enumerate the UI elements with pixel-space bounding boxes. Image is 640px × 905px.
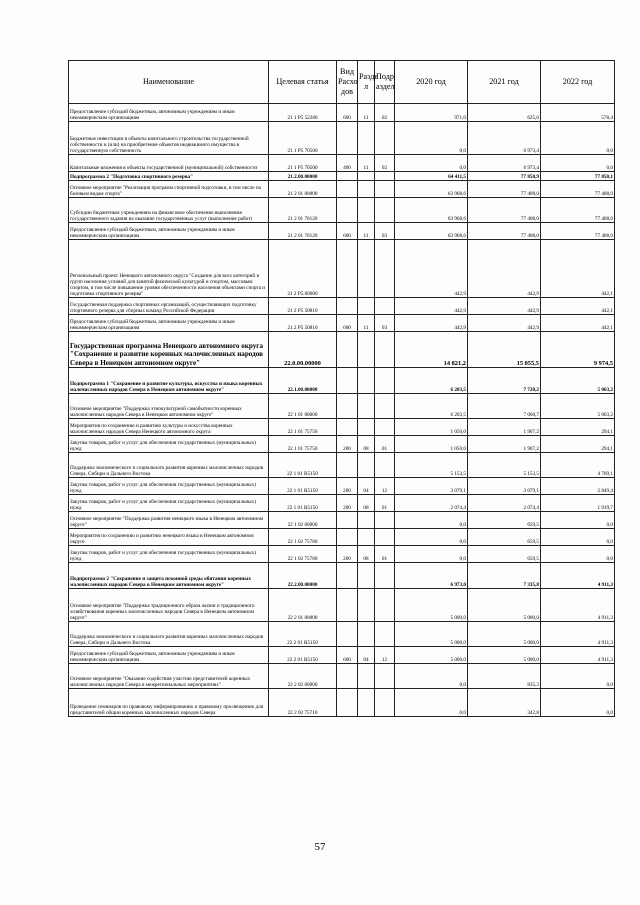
expense-type-cell bbox=[337, 172, 358, 181]
amount-2022-cell: 4 911,3 bbox=[541, 589, 615, 622]
target-article-cell: 22 2 02 75710 bbox=[269, 689, 337, 717]
row-name-cell: Основное мероприятие "Поддержка этнокультурной самобытности коренных малочисленных народов Севера в Ненецком автономном округе" bbox=[69, 394, 269, 419]
section-cell: 11 bbox=[358, 315, 375, 332]
target-article-cell: 22.2.00.00000 bbox=[269, 563, 337, 589]
table-row bbox=[69, 436, 615, 453]
amount-2020-cell: 442,9 bbox=[395, 298, 468, 315]
target-article-cell: 22 1 01 R5150 bbox=[269, 453, 337, 478]
subsection-cell bbox=[375, 394, 395, 419]
row-name-cell: Поддержка экономического и социального развития коренных малочисленных народов Севера, Сибири и Дальнего Востока bbox=[69, 453, 269, 478]
expense-type-cell: 600 bbox=[337, 315, 358, 332]
row-name-cell: Основное мероприятие "Реализация программ спортивной подготовки, в том числе по базовым видам спорта" bbox=[69, 181, 269, 198]
target-article-cell: 22.0.00.00000 bbox=[269, 332, 337, 368]
subsection-cell bbox=[375, 664, 395, 689]
row-name-cell: Предоставление субсидий бюджетным, автономным учреждениям и иным некоммерческим организациям bbox=[69, 104, 269, 122]
amount-2022-cell: 294,1 bbox=[541, 419, 615, 436]
subsection-cell bbox=[375, 563, 395, 589]
section-cell: 08 bbox=[358, 495, 375, 512]
expense-type-cell: 200 bbox=[337, 478, 358, 495]
amount-2022-cell: 2 849,4 bbox=[541, 478, 615, 495]
row-name-cell: Подпрограмма 1 "Сохранение и развитие культуры, искусства и языка коренных малочисленных народов Севера в Ненецком автономном округе" bbox=[69, 368, 269, 394]
section-cell bbox=[358, 664, 375, 689]
amount-2020-cell: 0,0 bbox=[395, 122, 468, 155]
row-name-cell: Предоставление субсидий бюджетным, автономным учреждениям и иным некоммерческим организациям bbox=[69, 315, 269, 332]
subsection-cell: 01 bbox=[375, 495, 395, 512]
subsection-cell bbox=[375, 512, 395, 529]
amount-2020-cell: 5 000,0 bbox=[395, 647, 468, 664]
target-article-cell: 22 1 01 75750 bbox=[269, 419, 337, 436]
expense-type-cell bbox=[337, 368, 358, 394]
expense-type-cell: 400 bbox=[337, 155, 358, 172]
amount-2020-cell: 1 050,0 bbox=[395, 436, 468, 453]
subsection-cell bbox=[375, 122, 395, 155]
page-number: 57 bbox=[314, 841, 326, 853]
row-name-cell: Мероприятия по сохранению и развитию ненецкого языка в Ненецком автономном округе bbox=[69, 529, 269, 546]
amount-2020-cell: 0,0 bbox=[395, 512, 468, 529]
expense-type-cell bbox=[337, 122, 358, 155]
expense-type-cell bbox=[337, 563, 358, 589]
amount-2021-cell: 77 408,0 bbox=[468, 198, 541, 223]
subsection-cell bbox=[375, 368, 395, 394]
expense-type-cell: 200 bbox=[337, 495, 358, 512]
amount-2020-cell: 6 203,5 bbox=[395, 394, 468, 419]
amount-2020-cell: 0,0 bbox=[395, 155, 468, 172]
amount-2020-cell: 63 968,6 bbox=[395, 181, 468, 198]
amount-2021-cell: 77 408,0 bbox=[468, 181, 541, 198]
subsection-cell: 02 bbox=[375, 155, 395, 172]
subsection-cell bbox=[375, 240, 395, 298]
row-name-cell: Предоставление субсидий бюджетным, автономным учреждениям и иным некоммерческим организациям bbox=[69, 647, 269, 664]
table-row bbox=[69, 689, 615, 717]
section-cell: 11 bbox=[358, 104, 375, 122]
amount-2020-cell: 5 153,5 bbox=[395, 453, 468, 478]
section-cell bbox=[358, 122, 375, 155]
amount-2021-cell: 442,9 bbox=[468, 298, 541, 315]
amount-2022-cell: 77 408,0 bbox=[541, 198, 615, 223]
table-row bbox=[69, 622, 615, 647]
target-article-cell: 22 2 01 00000 bbox=[269, 589, 337, 622]
section-cell bbox=[358, 172, 375, 181]
table-row bbox=[69, 453, 615, 478]
table-row bbox=[69, 122, 615, 155]
subsection-cell: 03 bbox=[375, 223, 395, 240]
amount-2020-cell: 0,0 bbox=[395, 664, 468, 689]
amount-2021-cell: 7 060,7 bbox=[468, 394, 541, 419]
amount-2021-cell: 342,8 bbox=[468, 689, 541, 717]
amount-2022-cell: 0,0 bbox=[541, 155, 615, 172]
amount-2022-cell: 1 919,7 bbox=[541, 495, 615, 512]
target-article-cell: 22 1 02 00000 bbox=[269, 512, 337, 529]
row-name-cell: Региональный проект Ненецкого автономного округа "Создание для всех категорий и групп населения условий для занятий физической культурой и спортом, массовым спортом, в том числе повышение уровня обеспеченности населения объектами спорта и подготовка спортивного резерва" bbox=[69, 240, 269, 298]
target-article-cell: 21 2 P5 50810 bbox=[269, 298, 337, 315]
row-name-cell: Подпрограмма 2 "Сохранение и защита исконной среды обитания коренных малочисленных народов Севера в Ненецком автономном округе" bbox=[69, 563, 269, 589]
amount-2021-cell: 442,9 bbox=[468, 240, 541, 298]
amount-2022-cell: 4 769,1 bbox=[541, 453, 615, 478]
expense-type-cell bbox=[337, 419, 358, 436]
table-row bbox=[69, 419, 615, 436]
amount-2020-cell: 442,9 bbox=[395, 240, 468, 298]
expense-type-cell bbox=[337, 394, 358, 419]
target-article-cell: 22 1 01 00000 bbox=[269, 394, 337, 419]
amount-2021-cell: 77 408,0 bbox=[468, 223, 541, 240]
expense-type-cell bbox=[337, 512, 358, 529]
table-row bbox=[69, 315, 615, 332]
amount-2021-cell: 5 000,0 bbox=[468, 589, 541, 622]
table-row bbox=[69, 104, 615, 122]
target-article-cell: 21 2 01 70120 bbox=[269, 198, 337, 223]
section-cell bbox=[358, 589, 375, 622]
subsection-cell: 03 bbox=[375, 315, 395, 332]
amount-2020-cell: 64 411,5 bbox=[395, 172, 468, 181]
row-name-cell: Государственная поддержка спортивных организаций, осуществляющих подготовку спортивного резерва для сборных команд Российской Федерации bbox=[69, 298, 269, 315]
subsection-cell: 12 bbox=[375, 647, 395, 664]
amount-2020-cell: 63 968,6 bbox=[395, 198, 468, 223]
table-row bbox=[69, 546, 615, 563]
header-target-article: Целевая статья bbox=[269, 61, 337, 104]
section-cell bbox=[358, 240, 375, 298]
section-cell bbox=[358, 512, 375, 529]
amount-2022-cell: 294,1 bbox=[541, 436, 615, 453]
section-cell bbox=[358, 332, 375, 368]
expense-type-cell bbox=[337, 198, 358, 223]
header-name: Наименование bbox=[69, 61, 269, 104]
amount-2021-cell: 5 000,0 bbox=[468, 647, 541, 664]
target-article-cell: 21 1 P5 70500 bbox=[269, 122, 337, 155]
row-name-cell: Закупка товаров, работ и услуг для обеспечения государственных (муниципальных) нужд bbox=[69, 546, 269, 563]
amount-2022-cell: 77 850,1 bbox=[541, 172, 615, 181]
table-row bbox=[69, 198, 615, 223]
row-name-cell: Подпрограмма 2 "Подготовка спортивного резерва" bbox=[69, 172, 269, 181]
row-name-cell: Основное мероприятие "Поддержка развития ненецкого языка в Ненецком автономном округе" bbox=[69, 512, 269, 529]
amount-2020-cell: 2 074,4 bbox=[395, 495, 468, 512]
target-article-cell: 21 2 P5 50810 bbox=[269, 315, 337, 332]
row-name-cell: Государственная программа Ненецкого автономного округа "Сохранение и развитие коренных малочисленных народов Севера в Ненецком автономном округе" bbox=[69, 332, 269, 368]
table-row bbox=[69, 368, 615, 394]
amount-2022-cell: 0,0 bbox=[541, 512, 615, 529]
target-article-cell: 22 2 01 R5150 bbox=[269, 622, 337, 647]
expense-type-cell bbox=[337, 589, 358, 622]
subsection-cell bbox=[375, 172, 395, 181]
amount-2021-cell: 1 907,2 bbox=[468, 436, 541, 453]
amount-2020-cell: 3 079,1 bbox=[395, 478, 468, 495]
section-cell bbox=[358, 689, 375, 717]
expense-type-cell: 600 bbox=[337, 104, 358, 122]
amount-2021-cell: 3 079,1 bbox=[468, 478, 541, 495]
row-name-cell: Закупка товаров, работ и услуг для обеспечения государственных (муниципальных) нужд bbox=[69, 478, 269, 495]
amount-2020-cell: 0,0 bbox=[395, 546, 468, 563]
amount-2022-cell: 5 063,2 bbox=[541, 394, 615, 419]
subsection-cell bbox=[375, 181, 395, 198]
row-name-cell: Основное мероприятие "Оказание содействия участию представителей коренных малочисленных народов Севера в межрегиональных мероприятиях" bbox=[69, 664, 269, 689]
amount-2022-cell: 77 408,0 bbox=[541, 181, 615, 198]
table-row bbox=[69, 172, 615, 181]
amount-2021-cell: 659,5 bbox=[468, 546, 541, 563]
amount-2021-cell: 6 973,4 bbox=[468, 122, 541, 155]
header-year-2020: 2020 год bbox=[395, 61, 468, 104]
amount-2021-cell: 1 907,2 bbox=[468, 419, 541, 436]
amount-2022-cell: 4 911,3 bbox=[541, 622, 615, 647]
expense-type-cell bbox=[337, 332, 358, 368]
target-article-cell: 22 1 01 R5150 bbox=[269, 478, 337, 495]
subsection-cell bbox=[375, 689, 395, 717]
target-article-cell: 21 2 01 70120 bbox=[269, 223, 337, 240]
amount-2020-cell: 5 000,0 bbox=[395, 622, 468, 647]
subsection-cell bbox=[375, 453, 395, 478]
row-name-cell: Капитальные вложения в объекты государственной (муниципальной) собственности bbox=[69, 155, 269, 172]
subsection-cell bbox=[375, 622, 395, 647]
target-article-cell: 21.2.00.00000 bbox=[269, 172, 337, 181]
target-article-cell: 22 1 01 75750 bbox=[269, 436, 337, 453]
section-cell: 08 bbox=[358, 436, 375, 453]
amount-2021-cell: 2 074,4 bbox=[468, 495, 541, 512]
table-row bbox=[69, 529, 615, 546]
subsection-cell bbox=[375, 198, 395, 223]
table-row bbox=[69, 478, 615, 495]
amount-2022-cell: 442,1 bbox=[541, 298, 615, 315]
section-cell bbox=[358, 563, 375, 589]
amount-2020-cell: 1 050,0 bbox=[395, 419, 468, 436]
expense-type-cell bbox=[337, 622, 358, 647]
amount-2020-cell: 0,0 bbox=[395, 689, 468, 717]
amount-2020-cell: 14 821,2 bbox=[395, 332, 468, 368]
table-row bbox=[69, 332, 615, 368]
target-article-cell: 21 2 01 00000 bbox=[269, 181, 337, 198]
amount-2021-cell: 5 000,0 bbox=[468, 622, 541, 647]
row-name-cell: Поддержка экономического и социального развития коренных малочисленных народов Севера, Сибири и Дальнего Востока bbox=[69, 622, 269, 647]
row-name-cell: Субсидии бюджетным учреждениям на финансовое обеспечение выполнения государственного задания на оказание государственных услуг (выполнение работ) bbox=[69, 198, 269, 223]
expense-type-cell bbox=[337, 240, 358, 298]
header-year-2021: 2021 год bbox=[468, 61, 541, 104]
table-row bbox=[69, 563, 615, 589]
subsection-cell bbox=[375, 529, 395, 546]
amount-2022-cell: 77 408,0 bbox=[541, 223, 615, 240]
header-section: Разде л bbox=[358, 61, 375, 104]
amount-2021-cell: 659,5 bbox=[468, 512, 541, 529]
amount-2021-cell: 625,0 bbox=[468, 104, 541, 122]
amount-2022-cell: 4 911,3 bbox=[541, 647, 615, 664]
table-body bbox=[69, 104, 615, 717]
table-row bbox=[69, 589, 615, 622]
amount-2022-cell: 0,0 bbox=[541, 529, 615, 546]
amount-2022-cell: 442,1 bbox=[541, 240, 615, 298]
amount-2022-cell: 442,1 bbox=[541, 315, 615, 332]
expense-type-cell bbox=[337, 664, 358, 689]
amount-2021-cell: 835,3 bbox=[468, 664, 541, 689]
row-name-cell: Бюджетные инвестиции в объекты капитального строительства государственной собственности и (или) на приобретение объектов недвижимого имущества в государственную собственность bbox=[69, 122, 269, 155]
expense-type-cell bbox=[337, 453, 358, 478]
section-cell: 11 bbox=[358, 155, 375, 172]
section-cell bbox=[358, 529, 375, 546]
target-article-cell: 22 2 02 00000 bbox=[269, 664, 337, 689]
row-name-cell: Проведение семинаров по правовому информированию и правовому просвещению для представителей общин коренных малочисленных народов Севера bbox=[69, 689, 269, 717]
target-article-cell: 21 1 P5 52280 bbox=[269, 104, 337, 122]
amount-2021-cell: 15 055,5 bbox=[468, 332, 541, 368]
table-row bbox=[69, 223, 615, 240]
amount-2020-cell: 63 968,6 bbox=[395, 223, 468, 240]
section-cell: 11 bbox=[358, 223, 375, 240]
row-name-cell: Закупка товаров, работ и услуг для обеспечения государственных (муниципальных) нужд bbox=[69, 436, 269, 453]
subsection-cell: 12 bbox=[375, 478, 395, 495]
table-header-row bbox=[69, 61, 615, 104]
amount-2021-cell: 442,9 bbox=[468, 315, 541, 332]
section-cell: 04 bbox=[358, 478, 375, 495]
subsection-cell bbox=[375, 298, 395, 315]
amount-2022-cell: 578,4 bbox=[541, 104, 615, 122]
amount-2021-cell: 6 973,4 bbox=[468, 155, 541, 172]
amount-2020-cell: 971,0 bbox=[395, 104, 468, 122]
header-subsection: Подр аздел bbox=[375, 61, 395, 104]
expense-type-cell bbox=[337, 181, 358, 198]
amount-2022-cell: 5 063,2 bbox=[541, 368, 615, 394]
amount-2022-cell: 0,0 bbox=[541, 664, 615, 689]
expense-type-cell bbox=[337, 298, 358, 315]
section-cell bbox=[358, 453, 375, 478]
amount-2021-cell: 7 335,8 bbox=[468, 563, 541, 589]
section-cell: 08 bbox=[358, 546, 375, 563]
amount-2021-cell: 7 720,2 bbox=[468, 368, 541, 394]
target-article-cell: 21 1 P5 70500 bbox=[269, 155, 337, 172]
target-article-cell: 22 1 02 75780 bbox=[269, 529, 337, 546]
section-cell bbox=[358, 198, 375, 223]
table-row bbox=[69, 664, 615, 689]
header-expense-type: Вид Расхо дов bbox=[337, 61, 358, 104]
section-cell bbox=[358, 181, 375, 198]
expense-type-cell bbox=[337, 529, 358, 546]
target-article-cell: 22 1 01 R5150 bbox=[269, 495, 337, 512]
expense-type-cell: 600 bbox=[337, 647, 358, 664]
subsection-cell: 01 bbox=[375, 436, 395, 453]
subsection-cell: 02 bbox=[375, 104, 395, 122]
amount-2021-cell: 659,5 bbox=[468, 529, 541, 546]
target-article-cell: 21 2 P5.00000 bbox=[269, 240, 337, 298]
target-article-cell: 22 1 02 75780 bbox=[269, 546, 337, 563]
subsection-cell: 01 bbox=[375, 546, 395, 563]
amount-2020-cell: 442,9 bbox=[395, 315, 468, 332]
row-name-cell: Предоставление субсидий бюджетным, автономным учреждениям и иным некоммерческим организациям bbox=[69, 223, 269, 240]
expense-type-cell: 200 bbox=[337, 546, 358, 563]
row-name-cell: Мероприятия по сохранению и развитию культуры и искусства коренных малочисленных народов Севера Ненецкого автономного округа bbox=[69, 419, 269, 436]
target-article-cell: 22 2 01 R5150 bbox=[269, 647, 337, 664]
amount-2021-cell: 5 153,5 bbox=[468, 453, 541, 478]
table-row bbox=[69, 298, 615, 315]
section-cell bbox=[358, 298, 375, 315]
target-article-cell: 22.1.00.00000 bbox=[269, 368, 337, 394]
section-cell bbox=[358, 394, 375, 419]
amount-2020-cell: 6 203,5 bbox=[395, 368, 468, 394]
table-row bbox=[69, 495, 615, 512]
amount-2020-cell: 0,0 bbox=[395, 529, 468, 546]
amount-2022-cell: 9 974,5 bbox=[541, 332, 615, 368]
amount-2022-cell: 0,0 bbox=[541, 689, 615, 717]
budget-table bbox=[68, 60, 615, 717]
table-row bbox=[69, 181, 615, 198]
amount-2022-cell: 0,0 bbox=[541, 122, 615, 155]
header-year-2022: 2022 год bbox=[541, 61, 615, 104]
row-name-cell: Закупка товаров, работ и услуг для обеспечения государственных (муниципальных) нужд bbox=[69, 495, 269, 512]
row-name-cell: Основное мероприятие "Поддержка традиционного образа жизни и традиционного хозяйствования коренных малочисленных народов Севера в Ненецком автономном округе" bbox=[69, 589, 269, 622]
table-row bbox=[69, 240, 615, 298]
table-row bbox=[69, 512, 615, 529]
table-row bbox=[69, 647, 615, 664]
table-row bbox=[69, 155, 615, 172]
section-cell: 04 bbox=[358, 647, 375, 664]
amount-2022-cell: 0,0 bbox=[541, 546, 615, 563]
section-cell bbox=[358, 622, 375, 647]
table-row bbox=[69, 394, 615, 419]
amount-2021-cell: 77 850,9 bbox=[468, 172, 541, 181]
expense-type-cell: 600 bbox=[337, 223, 358, 240]
expense-type-cell bbox=[337, 689, 358, 717]
section-cell bbox=[358, 419, 375, 436]
amount-2022-cell: 4 911,3 bbox=[541, 563, 615, 589]
amount-2020-cell: 6 973,0 bbox=[395, 563, 468, 589]
subsection-cell bbox=[375, 589, 395, 622]
subsection-cell bbox=[375, 419, 395, 436]
expense-type-cell: 200 bbox=[337, 436, 358, 453]
section-cell bbox=[358, 368, 375, 394]
subsection-cell bbox=[375, 332, 395, 368]
amount-2020-cell: 5 000,0 bbox=[395, 589, 468, 622]
